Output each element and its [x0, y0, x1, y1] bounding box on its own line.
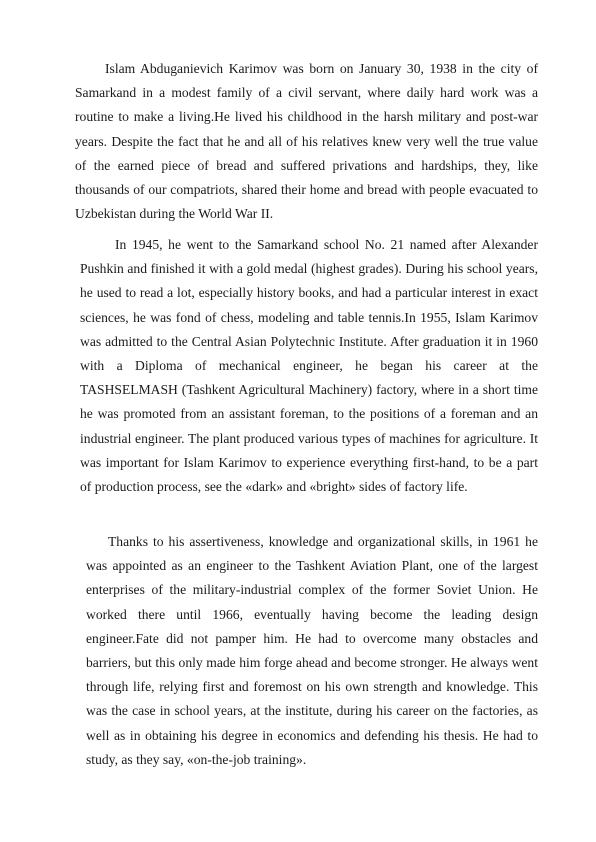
paragraph-education-early-career: In 1945, he went to the Samarkand school No. 21 named after Alexander Pushkin and finished it with a gold medal (highest grades). During his school years, he used to read a lot, especially history books, and had a particular interest in exact sciences, he was fond of chess, modeling and table tennis.In 1955, Islam Karimov was admitted to the Central Asian Polytechnic Institute. After graduation it in 1960 with a Diploma of mechanical engineer, he began his career at the TASHSELMASH (Tashkent Agricultural Machinery) factory, where in a short time he was promoted from an assistant foreman, to the positions of a foreman and an industrial engineer. The plant produced various types of machines for agriculture. It was important for Islam Karimov to experience everything first-hand, to be a part of production process, see the «dark» and «bright» sides of factory life. [80, 237, 538, 495]
paragraph-birth-childhood: Islam Abduganievich Karimov was born on January 30, 1938 in the city of Samarkand in a modest family of a civil servant, where daily hard work was a routine to make a living.He lived his childhood in the harsh military and post-war years. Despite the fact that he and all of his relatives knew very well the true value of the earned piece of bread and suffered privations and hardships, they, like thousands of our compatriots, shared their home and bread with people evacuated to Uzbekistan during the World War II. [75, 61, 538, 222]
paragraph-aviation-plant-career: Thanks to his assertiveness, knowledge and organizational skills, in 1961 he was appointed as an engineer to the Tashkent Aviation Plant, one of the largest enterprises of the military-industrial complex of the former Soviet Union. He worked there until 1966, eventually having become the leading design engineer.Fate did not pamper him. He had to overcome many obstacles and barriers, but this only made him forge ahead and become stronger. He always went through life, relying first and foremost on his own strength and knowledge. This was the case in school years, at the institute, during his career on the factories, as well as in obtaining his degree in economics and defending his thesis. He had to study, as they say, «on-the-job training». [86, 534, 538, 767]
